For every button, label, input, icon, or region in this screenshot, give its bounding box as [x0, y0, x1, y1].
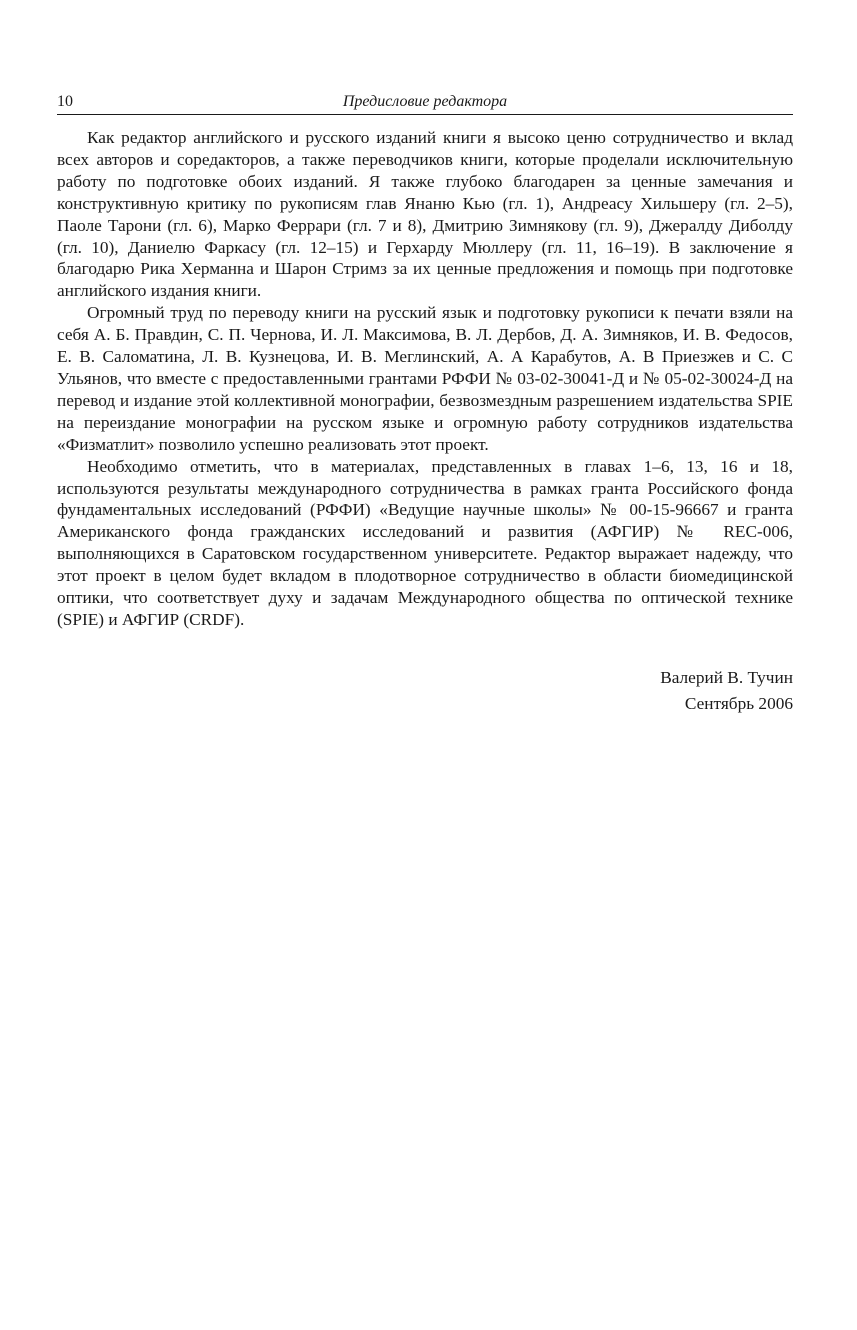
signature-name: Валерий В. Тучин [660, 667, 793, 687]
running-header [57, 90, 793, 115]
signature-date: Сентябрь 2006 [684, 693, 793, 713]
signature-block [57, 665, 793, 717]
page-number: 10 [57, 93, 73, 110]
paragraph-translation: Огромный труд по переводу книги на русский язык и подготовку рукописи к печати взяли на себя А. Б. Правдин, С. П. Чернова, И. Л. Максимова, В. Л. Дербов, Д. А. Зимняков, И. В. Федосов, Е. В. Саломатина, Л. В. Кузнецова, И. В. Меглинский, А. А Карабутов, А. В Приезжев и С. С Ульянов, что вместе с предоставленными грантами РФФИ № 03-02-30041-Д и № 05-02-30024-Д на перевод и издание этой коллективной монографии, безвозмездным разрешением издательства SPIE на переиздание монографии на русском языке и огромную работу сотрудников издательства «Физматлит» позволило успешно реализовать этот проект. [57, 303, 793, 454]
paragraph-grants: Необходимо отметить, что в материалах, представленных в главах 1–6, 13, 16 и 18, используются результаты международного сотрудничества в рамках гранта Российского фонда фундаментальных исследований (РФФИ) «Ведущие научные школы» № 00-15-96667 и гранта Американского фонда гражданских исследований и развития (АФГИР) № REC-006, выполняющихся в Саратовском государственном университете. Редактор выражает надежду, что этот проект в целом будет вкладом в плодотворное сотрудничество в области биомедицинской оптики, что соответствует духу и задачам Международного общества по оптической технике (SPIE) и АФГИР (CRDF). [57, 456, 793, 629]
running-title: Предисловие редактора [342, 93, 508, 110]
paragraph-acknowledgements: Как редактор английского и русского изданий книги я высоко ценю сотрудничество и вклад всех авторов и соредакторов, а также переводчиков книги, которые проделали исключительную работу по подготовке обоих изданий. Я также глубоко благодарен за ценные замечания и конструктивную критику по рукописям глав Янаню Кью (гл. 1), Андреасу Хильшеру (гл. 2–5), Паоле Тарони (гл. 6), Марко Феррари (гл. 7 и 8), Дмитрию Зимнякову (гл. 9), Джералду Диболду (гл. 10), Даниелю Фаркасу (гл. 12–15) и Герхарду Мюллеру (гл. 11, 16–19). В заключение я благодарю Рика Херманна и Шарон Стримз за их ценные предложения и помощь при подготовке английского издания книги. [57, 128, 793, 301]
body-text [57, 127, 793, 631]
book-page [57, 90, 793, 717]
